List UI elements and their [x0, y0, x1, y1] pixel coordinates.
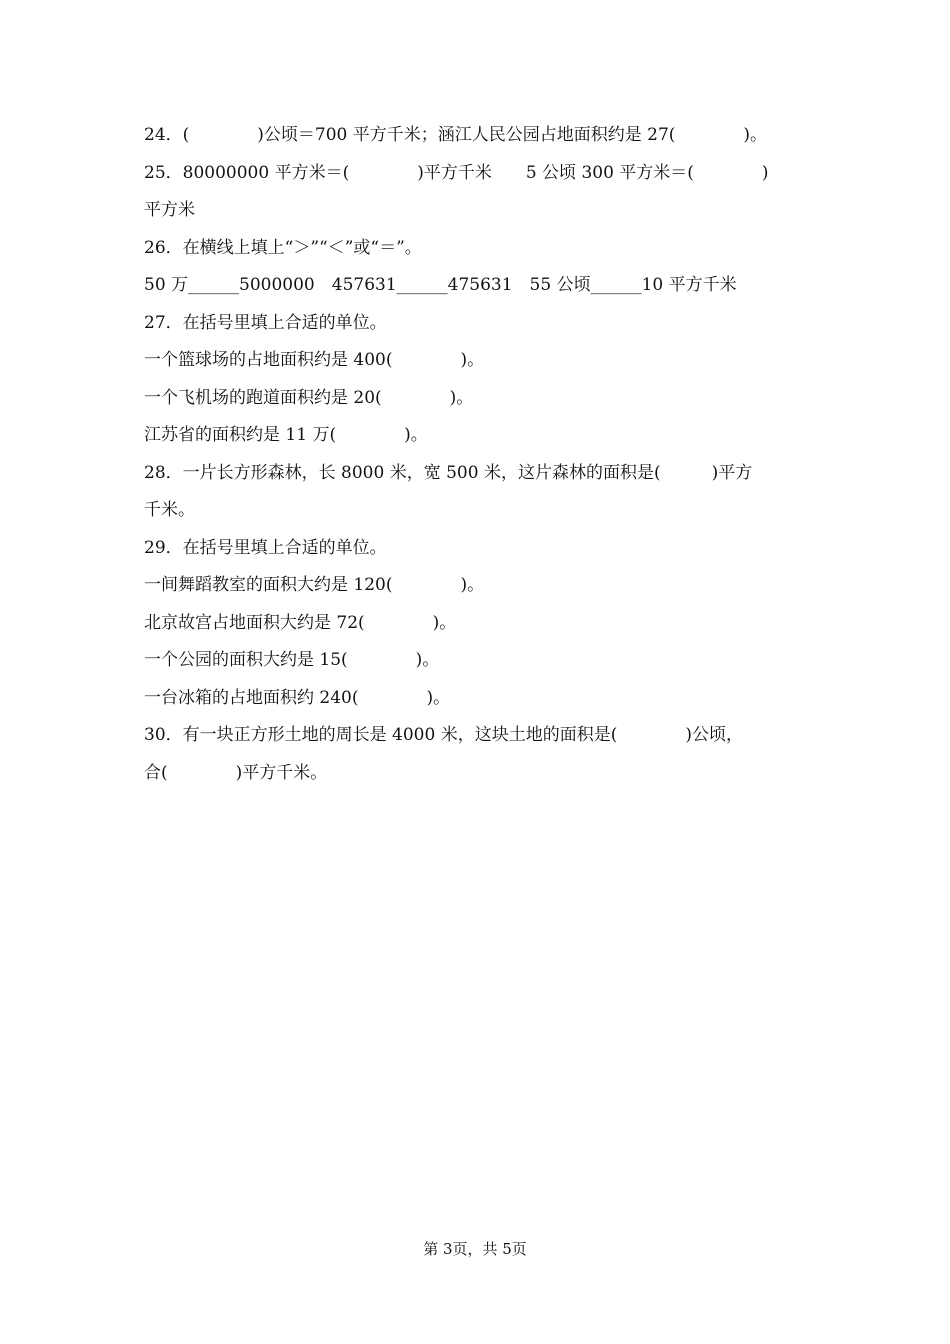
q25-line: 25．80000000 平方米＝( )平方千米 5 公顷 300 平方米＝( )	[144, 162, 769, 183]
q24-line: 24．( )公顷＝700 平方千米；涵江人民公园占地面积约是 27( )。	[144, 125, 768, 145]
q28-line-continued: 千米。	[144, 500, 195, 520]
q29-heading: 29．在括号里填上合适的单位。	[144, 537, 387, 558]
q27-item-1: 一个篮球场的占地面积约是 400( )。	[144, 350, 485, 370]
q26-heading: 26．在横线上填上“＞”“＜”或“＝”。	[144, 237, 422, 258]
q29-item-2: 北京故宫占地面积大约是 72( )。	[144, 612, 457, 633]
q29-item-4: 一台冰箱的占地面积约 240( )。	[144, 687, 451, 708]
document-body	[144, 117, 814, 792]
q29-item-1: 一间舞蹈教室的面积大约是 120( )。	[144, 575, 485, 595]
page-footer: 第 3页，共 5页	[423, 1240, 527, 1258]
q27-item-3: 江苏省的面积约是 11 万( )。	[144, 425, 428, 445]
q29-item-3: 一个公园的面积大约是 15( )。	[144, 650, 440, 670]
q27-heading: 27．在括号里填上合适的单位。	[144, 312, 387, 333]
q26-comparisons: 50 万______5000000 457631______475631 55 公顷______10 平方千米	[144, 275, 737, 295]
q28-line: 28．一片长方形森林，长 8000 米，宽 500 米，这片森林的面积是( )平方	[144, 462, 753, 483]
q30-line-continued: 合( )平方千米。	[144, 762, 328, 783]
q25-line-continued: 平方米	[144, 200, 195, 220]
q27-item-2: 一个飞机场的跑道面积约是 20( )。	[144, 387, 474, 408]
q30-line: 30．有一块正方形土地的周长是 4000 米，这块土地的面积是( )公顷，	[144, 725, 743, 745]
